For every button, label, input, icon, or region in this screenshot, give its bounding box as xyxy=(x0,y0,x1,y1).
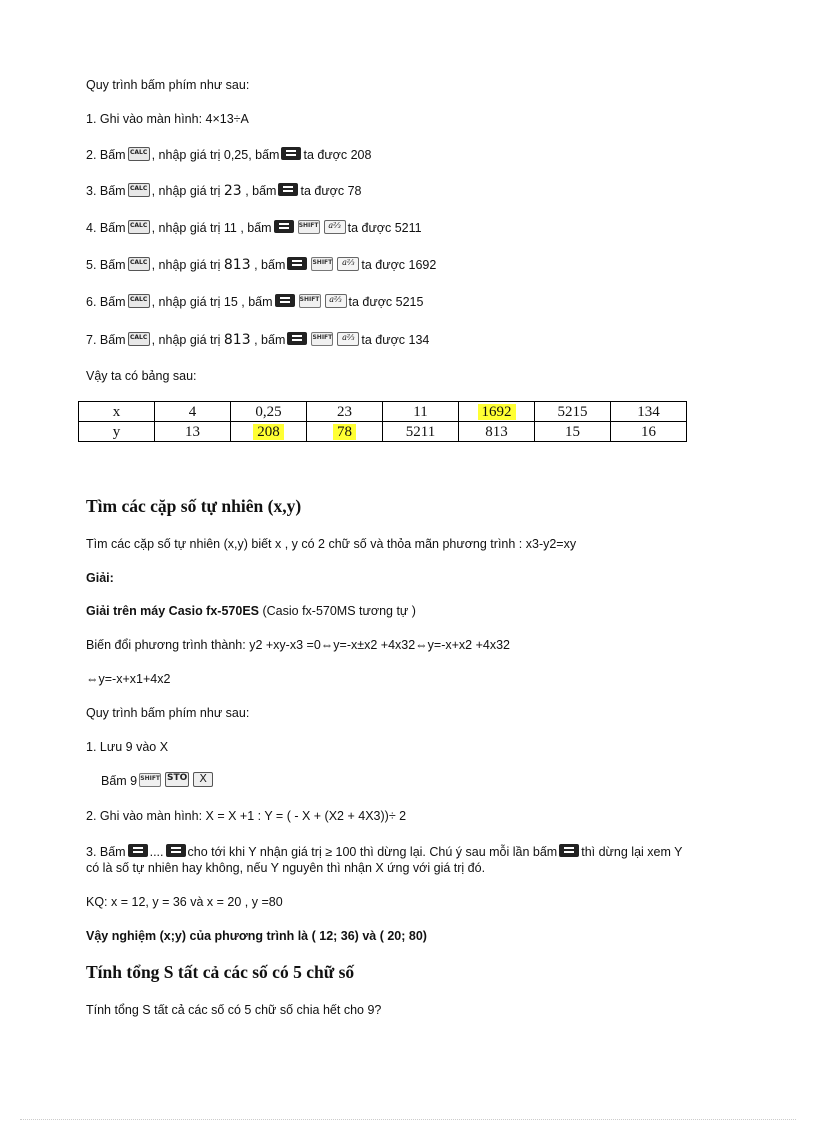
transform-line: Biến đổi phương trình thành: y2 +xy-x3 =0⇔y=-x±x2 +4x32⇔y=-x+x2 +4x32 xyxy=(86,638,511,652)
table-cell: 0,25 xyxy=(231,402,307,422)
sum-problem-text: Tính tổng S tất cả các số có 5 chữ số chia hết cho 9? xyxy=(86,1003,382,1017)
repeat-step-line2: có là số tự nhiên hay không, nếu Y nguyên thì nhận X ứng với giá trị đó. xyxy=(86,861,486,875)
table-cell: 4 xyxy=(155,402,231,422)
equals-key-icon xyxy=(275,294,295,307)
fraction-key-icon: a⅔ xyxy=(337,257,359,271)
table-cell: y xyxy=(79,422,155,442)
shift-key-icon: SHIFT xyxy=(139,773,161,787)
table-cell: 13 xyxy=(155,422,231,442)
step-4: 4. Bấm CALC , nhập giá trị 11 , bấm SHIFT a⅔ ta được 5211 xyxy=(86,220,422,235)
table-intro: Vậy ta có bảng sau: xyxy=(86,369,197,383)
table-row-x xyxy=(79,402,687,422)
section-heading-sum: Tính tổng S tất cả các số có 5 chữ số xyxy=(86,962,355,982)
conclusion-text: Vậy nghiệm (x;y) của phương trình là ( 12; 36) và ( 20; 80) xyxy=(86,929,427,943)
screen-step: 2. Ghi vào màn hình: X = X +1 : Y = ( - X + (X2 + 4X3))÷ 2 xyxy=(86,809,407,823)
table-cell: 11 xyxy=(383,402,459,422)
machine-line: Giải trên máy Casio fx-570ES (Casio fx-570MS tương tự ) xyxy=(86,604,416,618)
calc-key-icon: CALC xyxy=(128,147,150,161)
problem-text: Tìm các cặp số tự nhiên (x,y) biết x , y có 2 chữ số và thỏa mãn phương trình : x3-y2=xy xyxy=(86,537,577,551)
result-text: KQ: x = 12, y = 36 và x = 20 , y =80 xyxy=(86,895,283,909)
step-7: 7. Bấm CALC , nhập giá trị 813 , bấm SHIFT a⅔ ta được 134 xyxy=(86,332,430,348)
intro-text: Quy trình bấm phím như sau: xyxy=(86,78,250,92)
x-key-icon: X xyxy=(193,772,213,787)
fraction-key-icon: a⅔ xyxy=(325,294,347,308)
equals-key-icon xyxy=(287,257,307,270)
calc-key-icon: CALC xyxy=(128,220,150,234)
calc-key-icon: CALC xyxy=(128,257,150,271)
table-cell-highlighted: 78 xyxy=(307,422,383,442)
equals-key-icon xyxy=(278,183,298,196)
step-2: 2. Bấm CALC , nhập giá trị 0,25, bấm ta được 208 xyxy=(86,148,372,162)
calc-key-icon: CALC xyxy=(128,332,150,346)
calc-key-icon: CALC xyxy=(128,183,150,197)
sto-key-icon: STO xyxy=(165,772,189,787)
step-6: 6. Bấm CALC , nhập giá trị 15 , bấm SHIFT a⅔ ta được 5215 xyxy=(86,294,424,309)
table-cell: 16 xyxy=(611,422,687,442)
section-heading-pairs: Tìm các cặp số tự nhiên (x,y) xyxy=(86,496,302,516)
equals-key-icon xyxy=(287,332,307,345)
table-cell: 134 xyxy=(611,402,687,422)
store-keys: Bấm 9 SHIFT STO X xyxy=(101,773,215,789)
equals-key-icon xyxy=(281,147,301,160)
shift-key-icon: SHIFT xyxy=(298,220,320,234)
table-cell-highlighted: 208 xyxy=(231,422,307,442)
equals-key-icon xyxy=(274,220,294,233)
store-step: 1. Lưu 9 vào X xyxy=(86,740,169,754)
page-divider xyxy=(20,1119,796,1120)
shift-key-icon: SHIFT xyxy=(311,257,333,271)
repeat-step: 3. Bấm .... cho tới khi Y nhận giá trị ≥ 100 thì dừng lại. Chú ý sau mỗi lần bấm thì dừng lại xem Y xyxy=(86,845,683,859)
shift-key-icon: SHIFT xyxy=(299,294,321,308)
table-cell: 15 xyxy=(535,422,611,442)
fraction-key-icon: a⅔ xyxy=(337,332,359,346)
step-1: 1. Ghi vào màn hình: 4×13÷A xyxy=(86,112,249,126)
step-3: 3. Bấm CALC , nhập giá trị 23 , bấm ta được 78 xyxy=(86,183,362,199)
equals-key-icon xyxy=(128,844,148,857)
equals-key-icon xyxy=(166,844,186,857)
table-cell: 5211 xyxy=(383,422,459,442)
equals-key-icon xyxy=(559,844,579,857)
values-table xyxy=(78,401,687,442)
table-cell: 5215 xyxy=(535,402,611,422)
solution-label: Giải: xyxy=(86,571,114,585)
shift-key-icon: SHIFT xyxy=(311,332,333,346)
table-cell-highlighted: 1692 xyxy=(459,402,535,422)
transform-line-2: ⇔y=-x+x1+4x2 xyxy=(86,672,171,686)
intro-text-2: Quy trình bấm phím như sau: xyxy=(86,706,250,720)
step-5: 5. Bấm CALC , nhập giá trị 813 , bấm SHIFT a⅔ ta được 1692 xyxy=(86,257,437,273)
table-cell: x xyxy=(79,402,155,422)
calc-key-icon: CALC xyxy=(128,294,150,308)
table-row-y xyxy=(79,422,687,442)
table-cell: 23 xyxy=(307,402,383,422)
table-cell: 813 xyxy=(459,422,535,442)
fraction-key-icon: a⅔ xyxy=(324,220,346,234)
